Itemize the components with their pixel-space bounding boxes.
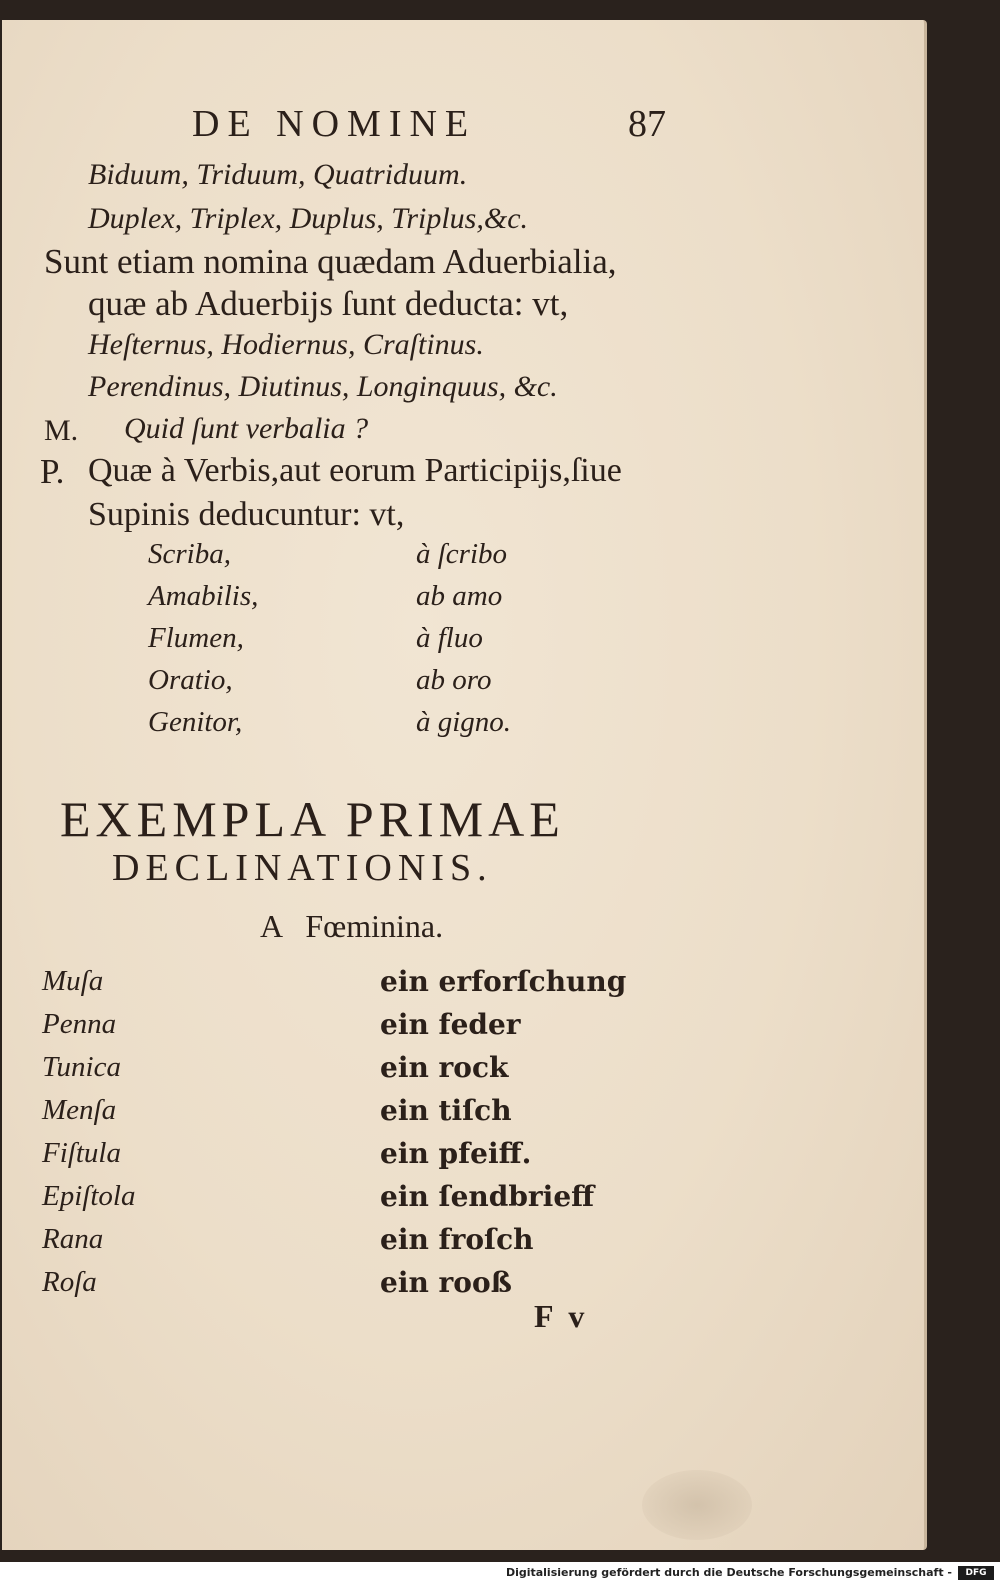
verbal-word-4: Oratio,: [148, 664, 233, 696]
verbal-origin-4: ab oro: [416, 664, 492, 696]
speaker-p-answer-1: Quæ à Verbis,aut eorum Participijs,ſiue: [88, 452, 622, 489]
latin-word-2: Penna: [42, 1008, 117, 1040]
verbal-word-1: Scriba,: [148, 538, 231, 570]
german-word-6: ein ſendbrieff: [380, 1180, 595, 1213]
body-line-3: Sunt etiam nomina quædam Aduerbialia,: [44, 242, 617, 281]
body-line-4: quæ ab Aduerbijs ſunt deducta: vt,: [88, 284, 569, 323]
body-line-5: Heſternus, Hodiernus, Craſtinus.: [88, 328, 484, 361]
section-heading-2: DECLINATIONIS.: [112, 847, 493, 889]
footer-credit: Digitalisierung gefördert durch die Deutsche Forschungsgemeinschaft -: [505, 1566, 952, 1579]
paper-stain: [642, 1470, 752, 1540]
page-number: 87: [628, 103, 666, 145]
running-head-title: DE NOMINE: [192, 103, 477, 145]
german-word-1: ein erforſchung: [380, 965, 627, 998]
verbal-word-2: Amabilis,: [148, 580, 259, 612]
latin-word-5: Fiſtula: [42, 1137, 121, 1169]
german-word-5: ein pfeiff.: [380, 1137, 532, 1170]
german-word-3: ein rock: [380, 1051, 509, 1084]
german-word-7: ein froſch: [380, 1223, 534, 1256]
footer-bar: [0, 1562, 1000, 1584]
latin-word-3: Tunica: [42, 1051, 121, 1083]
german-word-4: ein tiſch: [380, 1094, 512, 1127]
section-subheading: A Fœminina.: [260, 908, 444, 944]
latin-word-4: Menſa: [42, 1094, 117, 1126]
body-line-6: Perendinus, Diutinus, Longinquus, &c.: [88, 370, 558, 403]
book-page: [2, 20, 927, 1550]
verbal-origin-3: à fluo: [416, 622, 483, 654]
verbal-word-5: Genitor,: [148, 706, 243, 738]
verbal-origin-5: à gigno.: [416, 706, 512, 738]
speaker-m-question: Quid ſunt verbalia ?: [124, 412, 369, 445]
signature-mark: F v: [534, 1298, 585, 1334]
latin-word-7: Rana: [42, 1223, 104, 1255]
latin-word-6: Epiſtola: [42, 1180, 136, 1212]
body-line-2: Duplex, Triplex, Duplus, Triplus,&c.: [88, 202, 529, 235]
speaker-p-answer-2: Supinis deducuntur: vt,: [88, 496, 405, 533]
speaker-m-label: M.: [44, 414, 79, 447]
body-line-1: Biduum, Triduum, Quatriduum.: [88, 158, 468, 191]
verbal-word-3: Flumen,: [148, 622, 244, 654]
verbal-origin-1: à ſcribo: [416, 538, 508, 570]
latin-word-1: Muſa: [42, 965, 104, 997]
verbal-origin-2: ab amo: [416, 580, 503, 612]
german-word-8: ein rooß: [380, 1266, 512, 1299]
speaker-p-label: P.: [40, 452, 65, 491]
latin-word-8: Roſa: [42, 1266, 97, 1298]
dfg-logo-icon: DFG: [958, 1566, 994, 1580]
section-heading-1: EXEMPLA PRIMAE: [60, 791, 565, 847]
german-word-2: ein feder: [380, 1008, 521, 1041]
